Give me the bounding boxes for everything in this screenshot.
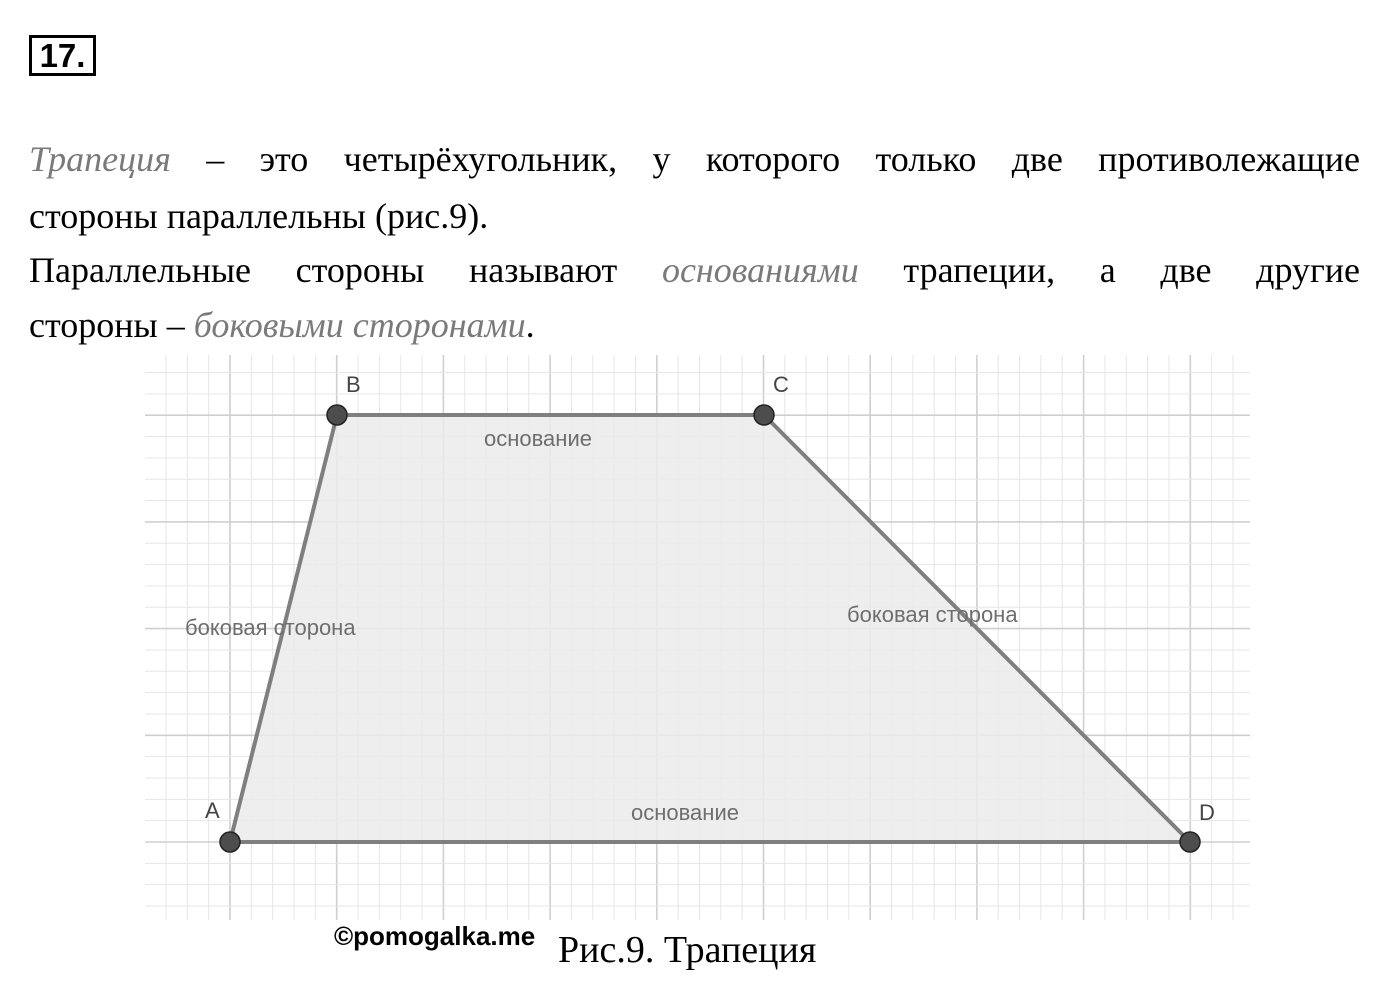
figure-caption: Рис.9. Трапеция bbox=[558, 929, 817, 971]
definition-text-2: стороны параллельны (рис.9). bbox=[29, 196, 489, 236]
term-lateral-sides: боковыми сторонами bbox=[193, 305, 526, 345]
point-c bbox=[754, 405, 774, 425]
point-b bbox=[327, 405, 347, 425]
bases-text-start: Параллельные стороны называют bbox=[29, 250, 662, 290]
bases-text-end: трапеции, а две другие bbox=[858, 250, 1360, 290]
task-number: 17. bbox=[29, 35, 96, 76]
definition-text: – это четырёхугольник, у которого только две противолежащие bbox=[170, 139, 1360, 179]
sides-text-end: . bbox=[525, 305, 535, 345]
vertex-label-d: D bbox=[1199, 800, 1215, 825]
label-side-right: боковая сторона bbox=[847, 602, 1018, 627]
label-base-top: основание bbox=[484, 426, 592, 451]
term-bases: основаниями bbox=[661, 250, 859, 290]
term-trapezoid: Трапеция bbox=[29, 139, 171, 179]
vertex-label-a: A bbox=[205, 798, 220, 823]
vertex-label-b: B bbox=[346, 372, 361, 397]
label-base-bottom: основание bbox=[631, 800, 739, 825]
label-side-left: боковая сторона bbox=[185, 615, 356, 640]
watermark: ©pomogalka.me bbox=[334, 921, 536, 951]
vertex-label-c: C bbox=[773, 372, 789, 397]
point-a bbox=[220, 832, 240, 852]
sides-text-start: стороны – bbox=[29, 305, 194, 345]
point-d bbox=[1180, 832, 1200, 852]
